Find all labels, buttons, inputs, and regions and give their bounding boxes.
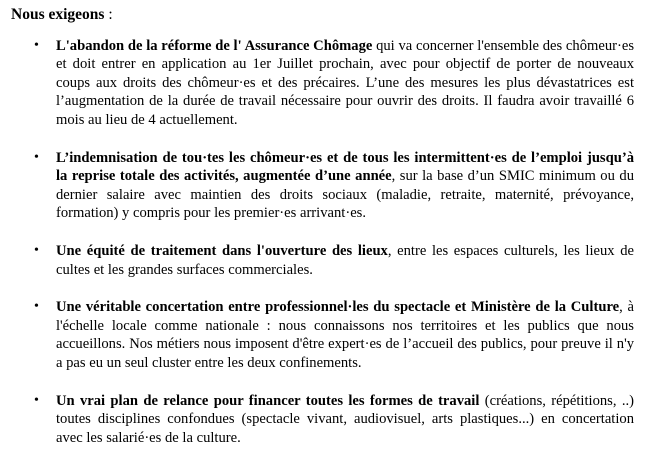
demand-text: , entre les espaces culturels, les lieux de cultes et les grandes surfaces commerciales. [56, 242, 634, 278]
demand-text: (créations, répétitions, ..) toutes disciplines confondues (spectacle vivant, audiovisuel, arts plastiques...) en concertation avec les salarié·es de la culture. [56, 392, 634, 446]
bullet-icon: • [34, 299, 39, 315]
demand-title: L'abandon de la réforme de l' Assurance Chômage [56, 37, 373, 54]
demand-title: L’indemnisation de tou·tes les chômeur·es et de tous les intermittent·es de l’emploi jusqu’à la reprise totale des activités, augmentée d’une année [56, 149, 634, 185]
demand-text: qui va concerner l'ensemble des chômeur·es et doit entrer en application au 1er Juillet prochain, avec pour objectif de porter de nouveaux coups aux droits des chômeur·es et des précaires. L’une des mesures les plus dévastatrices est l’augmentation de la durée de travail nécessaire pour ouvrir des droits. Il faudra avoir travaillé 6 mois au lieu de 4 actuellement. [56, 37, 634, 128]
list-item [11, 392, 634, 448]
list-item [11, 37, 634, 130]
demand-title: Une véritable concertation entre professionnel·les du spectacle et Ministère de la Culture [56, 299, 620, 316]
demand-title: Une équité de traitement dans l'ouverture des lieux [56, 242, 388, 259]
list-item [11, 149, 634, 223]
bullet-icon: • [34, 37, 39, 53]
section-heading-rest: : [104, 6, 113, 23]
bullet-icon: • [34, 242, 39, 258]
list-item [11, 298, 634, 372]
demand-title: Un vrai plan de relance pour financer toutes les formes de travail [56, 392, 480, 409]
demand-text: , sur la base d’un SMIC minimum ou du dernier salaire avec maintien des droits sociaux (maladie, retraite, maternité, prévoyance, formation) y compris pour les premier·es arrivant·es. [56, 168, 634, 222]
demand-text: , à l'échelle locale comme nationale : nous connaissons nos territoires et les publics que nous accueillons. Nos métiers nous imposent d'être expert·es de l’accueil des publics, pour preuve il n'y a pas eu un seul cluster entre les deux confinements. [56, 299, 634, 371]
section-heading-bold: Nous exigeons [11, 6, 105, 23]
demands-list [11, 37, 634, 448]
list-item [11, 242, 634, 279]
section-heading [11, 6, 634, 25]
bullet-icon: • [34, 149, 39, 165]
bullet-icon: • [34, 392, 39, 408]
